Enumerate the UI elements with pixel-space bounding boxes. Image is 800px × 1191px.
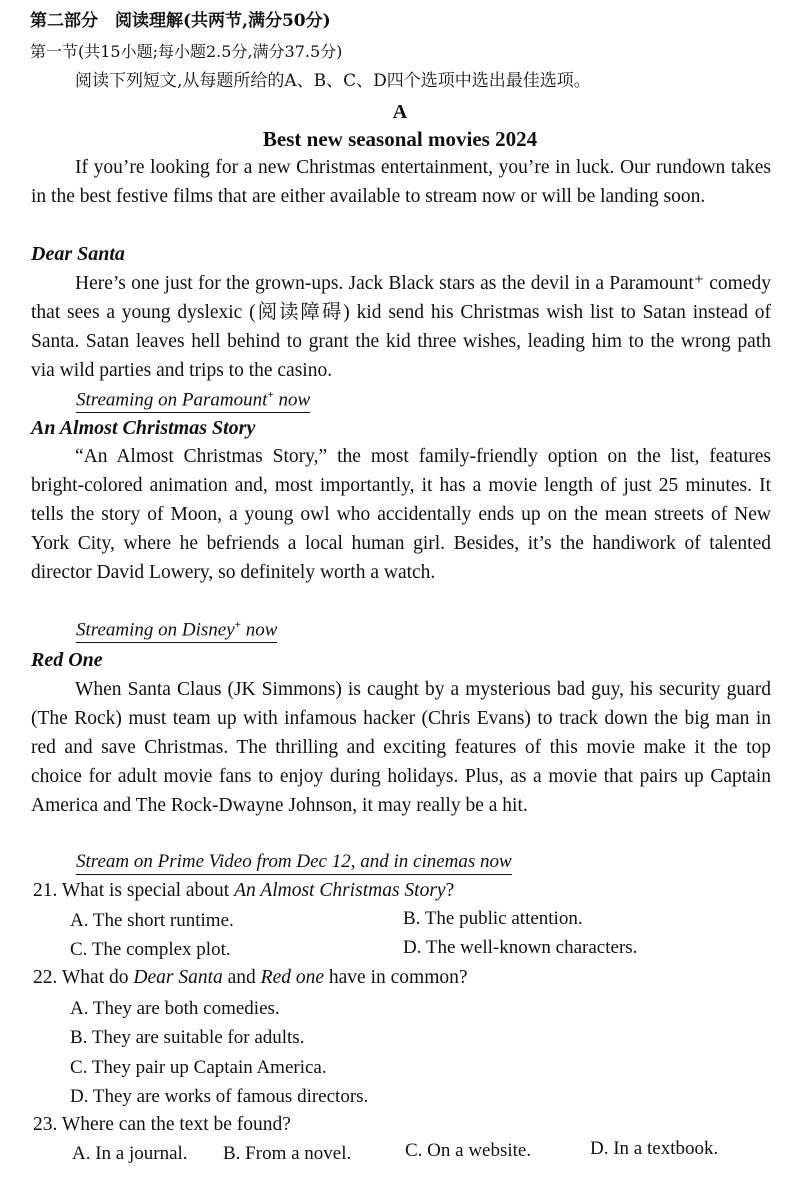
q23-option-d[interactable]: D. In a textbook. (590, 1138, 719, 1159)
passage-title: Best new seasonal movies 2024 (262, 127, 538, 151)
question-23 (33, 1114, 291, 1136)
streaming-info-red-one (76, 851, 512, 875)
part-header: 第二部分 阅读理解(共两节,满分50分) (30, 11, 331, 31)
stream-text: Stream on Prime Video from Dec 12, and in cinemas now (76, 851, 512, 872)
question-stem: What is special about (61, 880, 235, 901)
q23-option-c[interactable]: C. On a website. (405, 1140, 532, 1161)
stream-text-end: now (240, 619, 278, 641)
movie-body-dear-santa: Here’s one just for the grown-ups. Jack Black stars as the devil in a Paramount⁺ comedy that sees a young dyslexic (阅读障碍) kid send his Christmas wish list to Satan instead of Santa. Satan leaves hell behind to grant the kid three wishes, leading him to the wrong path via wild parties and trips to the casino. (31, 273, 771, 381)
q22-option-a[interactable]: A. They are both comedies. (70, 998, 280, 1019)
q23-option-b[interactable]: B. From a novel. (223, 1143, 352, 1164)
passage-letter: A (392, 101, 408, 123)
q23-option-a[interactable]: A. In a journal. (72, 1143, 188, 1164)
question-stem: Where can the text be found? (61, 1114, 291, 1135)
question-stem-end: have in common? (324, 967, 468, 988)
question-stem-end: ? (445, 880, 455, 901)
question-number: 21. (33, 880, 58, 901)
q21-option-a[interactable]: A. The short runtime. (70, 910, 234, 931)
movie-body-red-one: When Santa Claus (JK Simmons) is caught by a mysterious bad guy, his security guard (The Rock) must team up with infamous hacker (Chris Evans) to track down the big man in red and save Christmas. The thrilling and exciting features of this movie make it the top choice for adult movie fans to enjoy during holidays. Plus, as a movie that pairs up Captain America and The Rock-Dwayne Johnson, it may really be a hit. (31, 679, 771, 816)
question-number: 22. (33, 967, 58, 988)
stream-sup: + (234, 619, 241, 631)
q21-option-c[interactable]: C. The complex plot. (70, 939, 231, 960)
question-stem-italic-2: Red one (260, 967, 325, 988)
q21-option-d[interactable]: D. The well-known characters. (403, 937, 638, 958)
stream-text: Streaming on Paramount (76, 389, 268, 411)
instructions: 阅读下列短文,从每题所给的A、B、C、D四个选项中选出最佳选项。 (75, 71, 591, 91)
movie-title-almost-christmas: An Almost Christmas Story (31, 417, 256, 439)
streaming-info-dear-santa (76, 389, 310, 413)
movie-title-dear-santa: Dear Santa (31, 243, 125, 265)
q22-option-d[interactable]: D. They are works of famous directors. (70, 1086, 369, 1107)
movie-body-almost-christmas: “An Almost Christmas Story,” the most family-friendly option on the list, features bright-colored animation and, most importantly, it has a movie length of just 25 minutes. It tells the story of Moon, a young owl who accidentally ends up on the mean streets of New York City, where he befriends a local human girl. Besides, it’s the handiwork of talented director David Lowery, so definitely worth a watch. (31, 446, 771, 583)
stream-sup: + (267, 389, 274, 401)
intro-paragraph: If you’re looking for a new Christmas entertainment, you’re in luck. Our rundown takes in the best festive films that are either available to stream now or will be landing soon. (31, 157, 771, 207)
streaming-info-almost-christmas (76, 619, 277, 643)
movie-title-red-one: Red One (31, 649, 103, 671)
q22-option-c[interactable]: C. They pair up Captain America. (70, 1057, 327, 1078)
question-stem-mid: and (222, 967, 261, 988)
question-stem: What do (61, 967, 134, 988)
question-number: 23. (33, 1114, 58, 1135)
question-22 (33, 967, 468, 989)
section-header: 第一节(共15小题;每小题2.5分,满分37.5分) (30, 42, 343, 61)
question-stem-italic: Dear Santa (133, 967, 223, 988)
stream-text-end: now (273, 389, 311, 411)
question-stem-italic: An Almost Christmas Story (234, 880, 446, 901)
stream-text: Streaming on Disney (76, 619, 235, 641)
q22-option-b[interactable]: B. They are suitable for adults. (70, 1027, 305, 1048)
q21-option-b[interactable]: B. The public attention. (403, 908, 583, 929)
question-21 (33, 880, 454, 902)
